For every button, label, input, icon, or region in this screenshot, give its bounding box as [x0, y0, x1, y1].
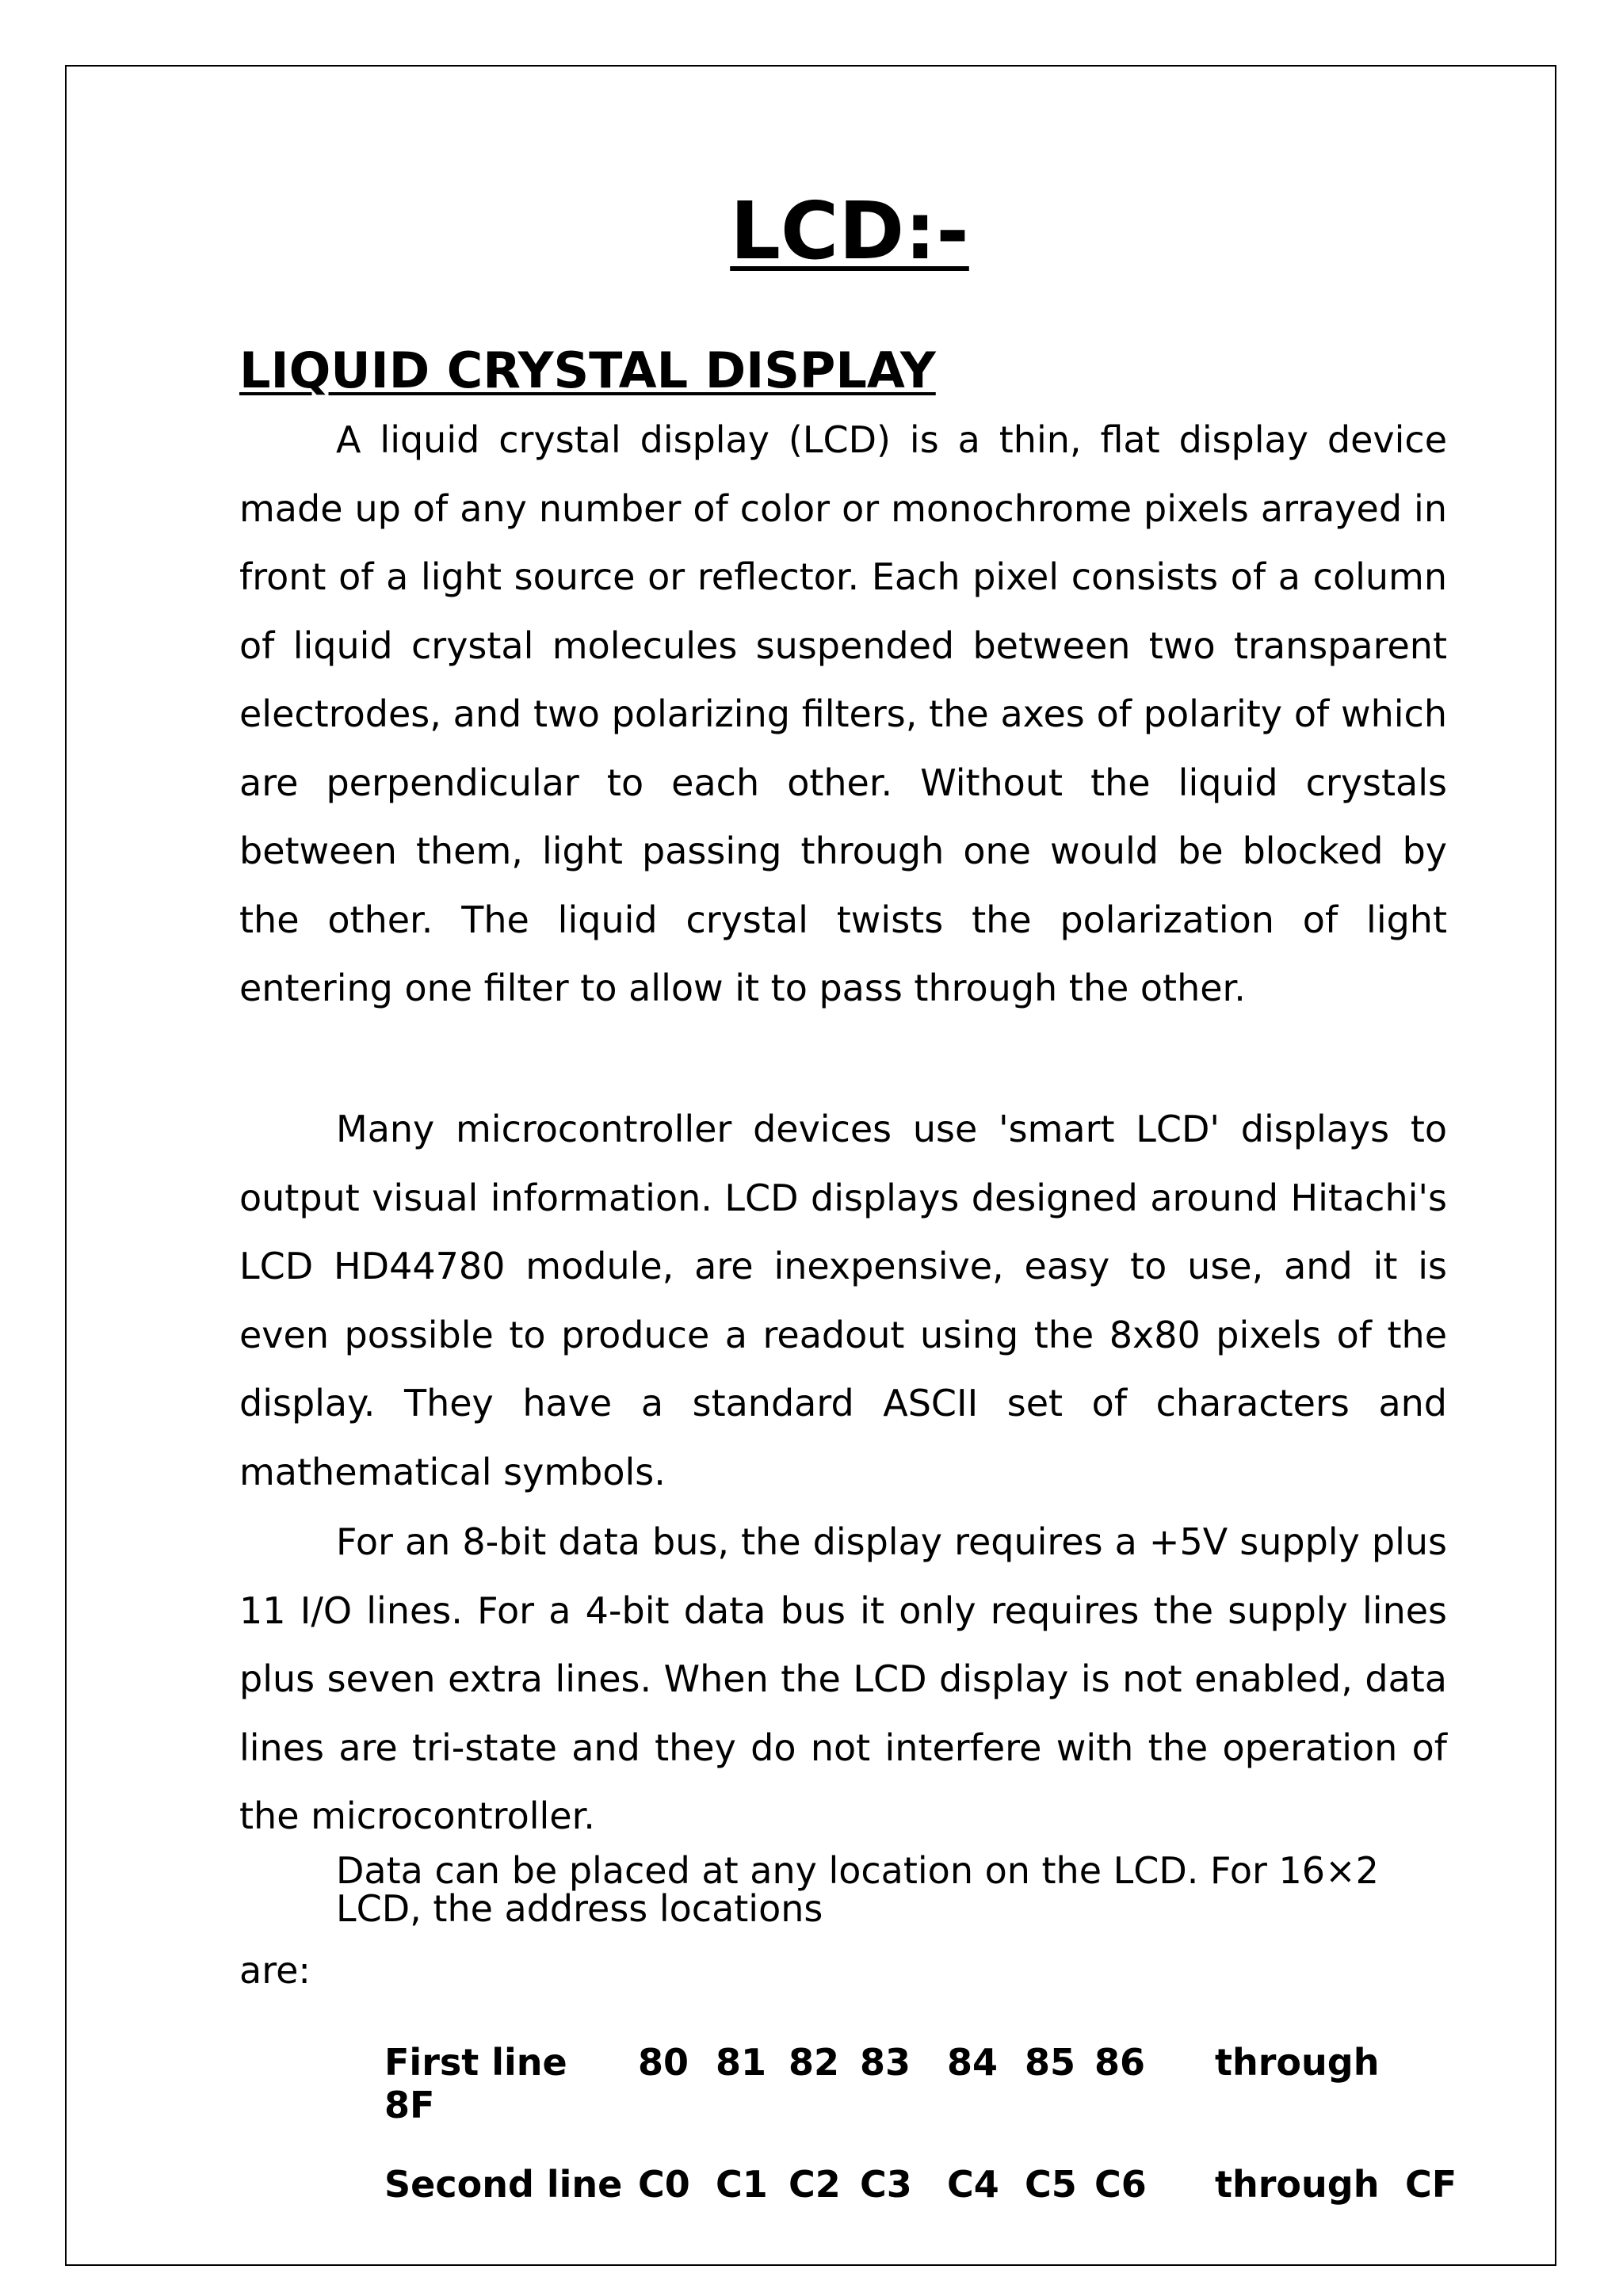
address-end-cell: 8F	[384, 2084, 435, 2126]
paragraph-data-bus: For an 8-bit data bus, the display requires a +5V supply plus 11 I/O lines. For a 4-bit data bus it only requires the supply lines plus seven extra lines. When the LCD display is not enabled, data lines are tri-state and they do not interfere with the operation of the microcontroller.	[239, 1520, 1447, 1837]
address-cell: 82	[789, 2041, 840, 2084]
address-cell: C5	[1025, 2163, 1077, 2206]
address-end-cell: CF	[1405, 2163, 1457, 2206]
address-cell: 80	[638, 2041, 689, 2084]
page-title: LCD:-	[730, 185, 969, 277]
address-intro-text: Data can be placed at any location on the LCD. For 16×2 LCD, the address locations	[336, 1849, 1379, 1930]
address-cell: C2	[789, 2163, 841, 2206]
address-through-label: through	[1215, 2163, 1380, 2206]
paragraph-smart-lcd: Many microcontroller devices use 'smart LCD' displays to output visual information. LCD displays designed around Hitachi's LCD HD44780 module, are inexpensive, easy to use, and it is even possible to produce a readout using the 8x80 pixels of the display. They have a standard ASCII set of characters and mathematical symbols.	[239, 1108, 1447, 1493]
address-intro-tail: are:	[239, 1949, 311, 1992]
address-cell: C3	[860, 2163, 912, 2206]
section-heading: LIQUID CRYSTAL DISPLAY	[239, 341, 936, 399]
address-cell: 86	[1094, 2041, 1146, 2084]
address-cell: 85	[1025, 2041, 1076, 2084]
address-row-first-line	[384, 2036, 1462, 2128]
address-cell: 83	[860, 2041, 911, 2084]
address-cell: C4	[947, 2163, 999, 2206]
address-cell: 81	[716, 2041, 767, 2084]
address-cell: C6	[1094, 2163, 1147, 2206]
address-row-second-line	[384, 2158, 1462, 2210]
paragraph-lcd-description: A liquid crystal display (LCD) is a thin, flat display device made up of any number of color or monochrome pixels arrayed in front of a light source or reflector. Each pixel consists of a column of liquid crystal molecules suspended between two transparent electrodes, and two polarizing filters, the axes of polarity of which are perpendicular to each other. Without the liquid crystals between them, light passing through one would be blocked by the other. The liquid crystal twists the polarization of light entering one filter to allow it to pass through the other.	[239, 418, 1447, 1009]
address-through-label: through	[1215, 2041, 1380, 2084]
address-cell: C0	[638, 2163, 690, 2206]
address-cell: C1	[716, 2163, 768, 2206]
address-cell: 84	[947, 2041, 999, 2084]
address-row-label: Second line	[384, 2163, 623, 2206]
address-intro-block	[239, 1849, 1447, 1993]
address-row-label: First line	[384, 2041, 567, 2084]
